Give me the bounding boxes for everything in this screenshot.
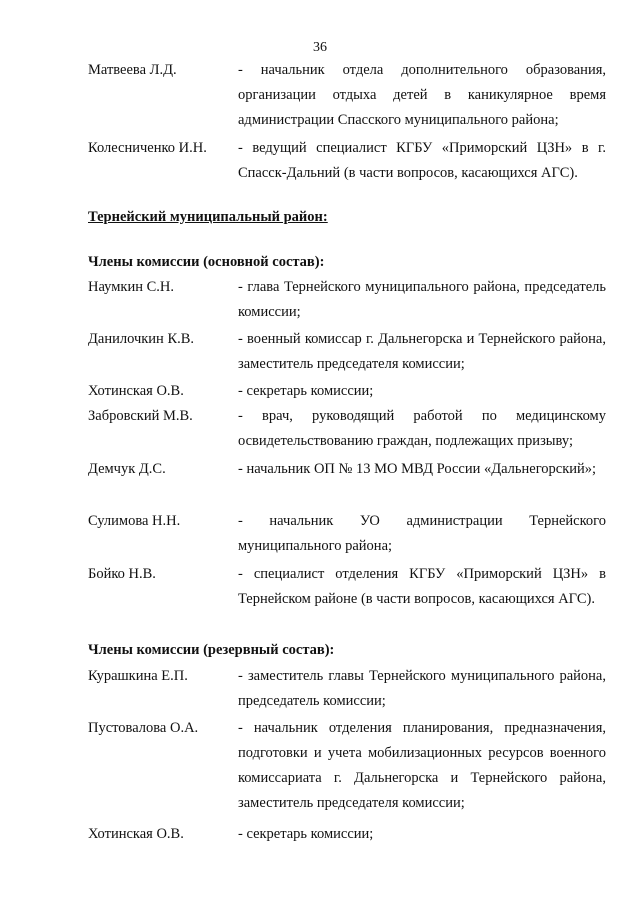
member-name: Бойко Н.В. [88,566,156,582]
page-number: 36 [313,40,327,55]
member-role: - заместитель главы Тернейского муниципального района, председатель комиссии; [238,668,606,709]
member-role: - начальник отделения планирования, предназначения, подготовки и учета мобилизационных ресурсов военного комиссариата г. Дальнегорска и Тернейского района, заместитель председателя комиссии; [238,720,606,811]
member-role: - начальник УО администрации Тернейского муниципального района; [238,513,606,554]
reserve-composition-heading: Члены комиссии (резервный состав): [88,642,335,658]
member-role: - секретарь комиссии; [238,826,374,842]
member-role: - начальник отдела дополнительного образования, организации отдыха детей в каникулярное время администрации Спасского муниципального района; [238,62,606,128]
member-name: Данилочкин К.В. [88,331,195,347]
member-name: Сулимова Н.Н. [88,513,181,529]
member-role: - секретарь комиссии; [238,383,374,399]
member-name: Наумкин С.Н. [88,279,174,295]
main-composition-heading: Члены комиссии (основной состав): [88,254,325,270]
member-name: Забровский М.В. [88,408,193,424]
member-name: Пустовалова О.А. [88,720,199,736]
member-name: Матвеева Л.Д. [88,62,177,78]
member-name: Колесниченко И.Н. [88,140,207,156]
member-role: - врач, руководящий работой по медицинскому освидетельствованию граждан, подлежащих призыву; [238,408,606,449]
member-name: Хотинская О.В. [88,383,184,399]
member-name: Хотинская О.В. [88,826,184,842]
member-role: - специалист отделения КГБУ «Приморский ЦЗН» в Тернейском районе (в части вопросов, касающихся АГС). [238,566,606,607]
member-name: Курашкина Е.П. [88,668,188,684]
member-role: - ведущий специалист КГБУ «Приморский ЦЗН» в г. Спасск-Дальний (в части вопросов, касающихся АГС). [238,140,606,181]
member-name: Демчук Д.С. [88,461,166,477]
member-role: - военный комиссар г. Дальнегорска и Тернейского района, заместитель председателя комиссии; [238,331,606,372]
member-role: - начальник ОП № 13 МО МВД России «Дальнегорский»; [238,461,597,477]
district-heading: Тернейский муниципальный район: [88,209,328,225]
member-role: - глава Тернейского муниципального района, председатель комиссии; [238,279,606,320]
